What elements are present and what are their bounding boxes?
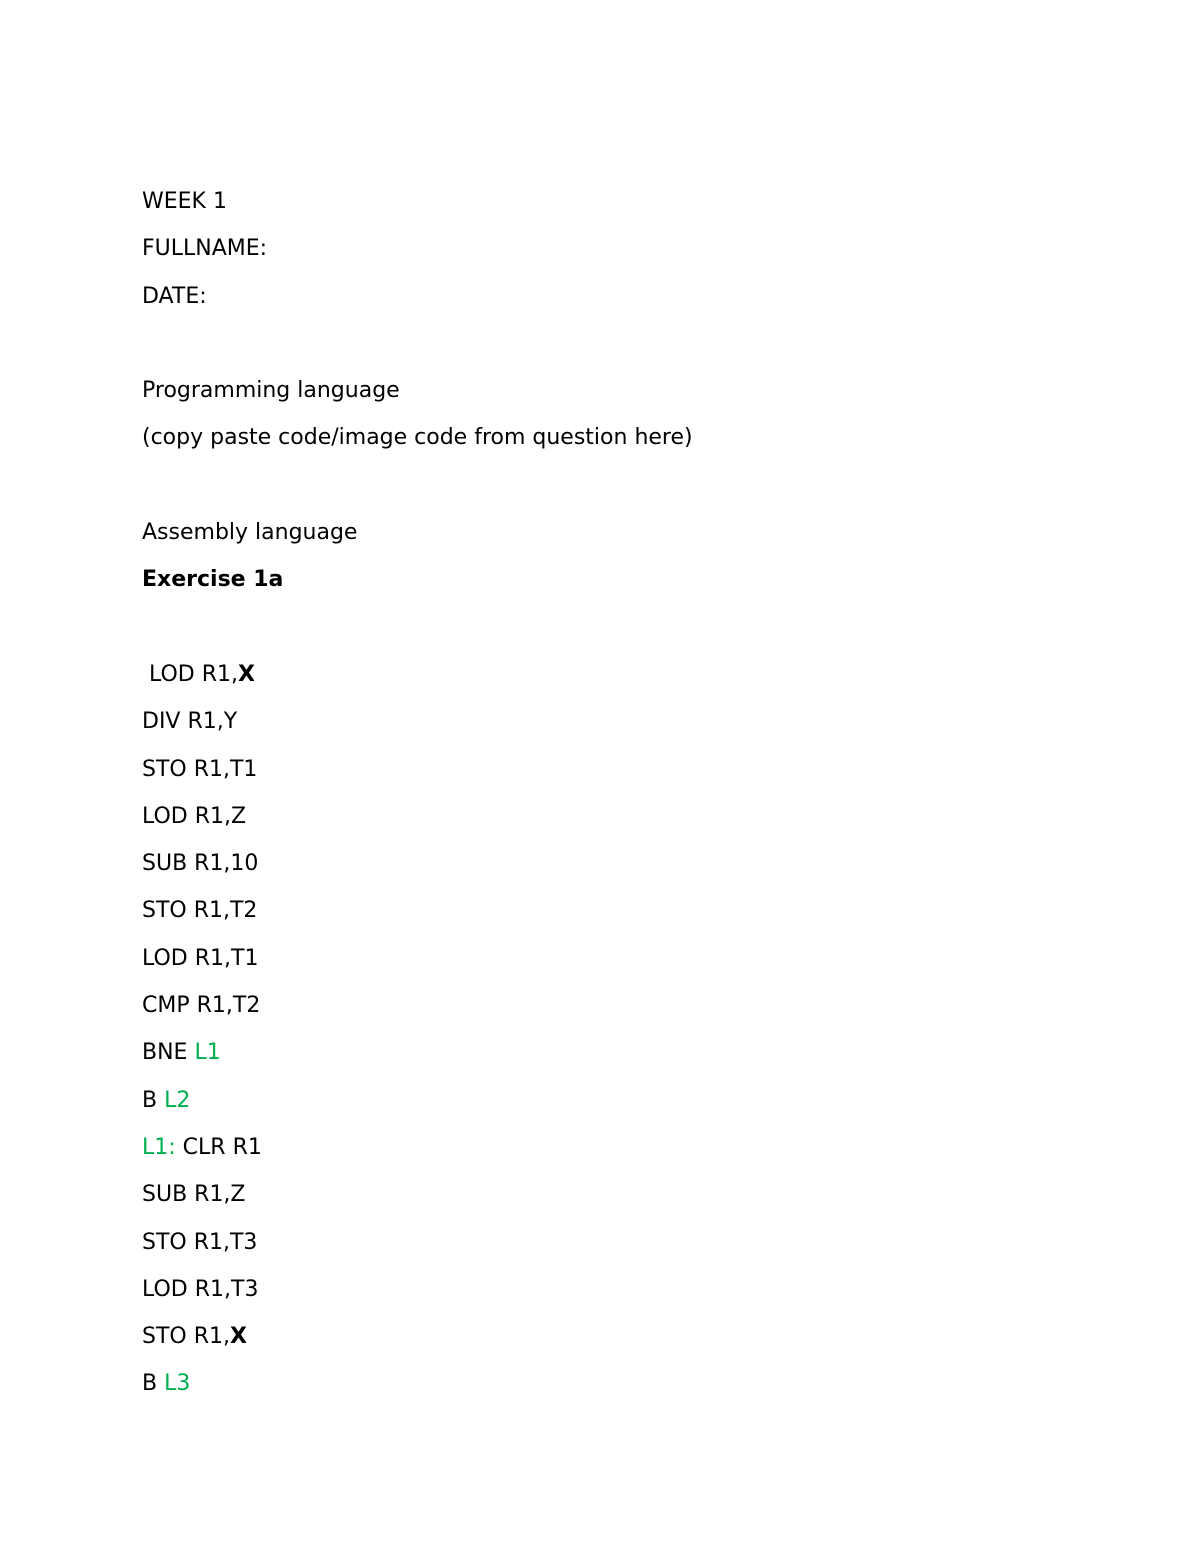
week-heading: WEEK 1: [142, 189, 227, 214]
blank-line: [142, 328, 1102, 375]
code-line: [142, 1179, 1102, 1226]
code-instruction: CLR R1: [175, 1134, 262, 1160]
code-line: [142, 848, 1102, 895]
document-body: [142, 186, 1102, 1416]
code-label-prefix: L1:: [142, 1134, 176, 1160]
programming-language-heading: Programming language: [142, 378, 400, 404]
assembly-code-block: [142, 659, 1102, 1416]
code-operand: X: [230, 1324, 247, 1350]
code-line: [142, 1132, 1102, 1179]
code-line: [142, 1321, 1102, 1368]
code-instruction: STO R1,T1: [142, 756, 258, 782]
code-instruction: STO R1,T2: [142, 898, 258, 924]
fullname-label: FULLNAME:: [142, 236, 268, 262]
code-instruction: DIV R1,Y: [142, 709, 238, 735]
code-line: [142, 1274, 1102, 1321]
code-line: [142, 706, 1102, 753]
code-line: [142, 659, 1102, 706]
code-instruction: LOD R1,T1: [142, 945, 259, 971]
code-instruction: CMP R1,T2: [142, 993, 261, 1019]
code-label: L2: [164, 1087, 191, 1113]
code-instruction: LOD R1,: [142, 661, 238, 687]
code-instruction: BNE: [142, 1040, 195, 1066]
code-instruction: B: [142, 1371, 165, 1397]
code-instruction: SUB R1,10: [142, 851, 259, 877]
code-instruction: STO R1,T3: [142, 1229, 258, 1255]
code-label: L1: [194, 1040, 221, 1066]
blank-line: [142, 470, 1102, 517]
code-line: [142, 1227, 1102, 1274]
code-operand: X: [238, 661, 255, 687]
code-line: [142, 801, 1102, 848]
assembly-language-heading: Assembly language: [142, 520, 358, 546]
code-instruction: LOD R1,Z: [142, 803, 247, 829]
code-line: [142, 754, 1102, 801]
code-instruction: LOD R1,T3: [142, 1276, 259, 1302]
date-label: DATE:: [142, 283, 207, 309]
code-line: [142, 990, 1102, 1037]
code-instruction: SUB R1,Z: [142, 1182, 246, 1208]
blank-line: [142, 612, 1102, 659]
code-line: [142, 895, 1102, 942]
code-instruction: B: [142, 1087, 165, 1113]
code-label: L3: [164, 1371, 191, 1397]
programming-instruction: (copy paste code/image code from question here): [142, 425, 693, 451]
code-line: [142, 1037, 1102, 1084]
code-line: [142, 1368, 1102, 1415]
code-instruction: STO R1,: [142, 1324, 230, 1350]
code-line: [142, 1085, 1102, 1132]
exercise-title: Exercise 1a: [142, 567, 284, 593]
code-line: [142, 943, 1102, 990]
